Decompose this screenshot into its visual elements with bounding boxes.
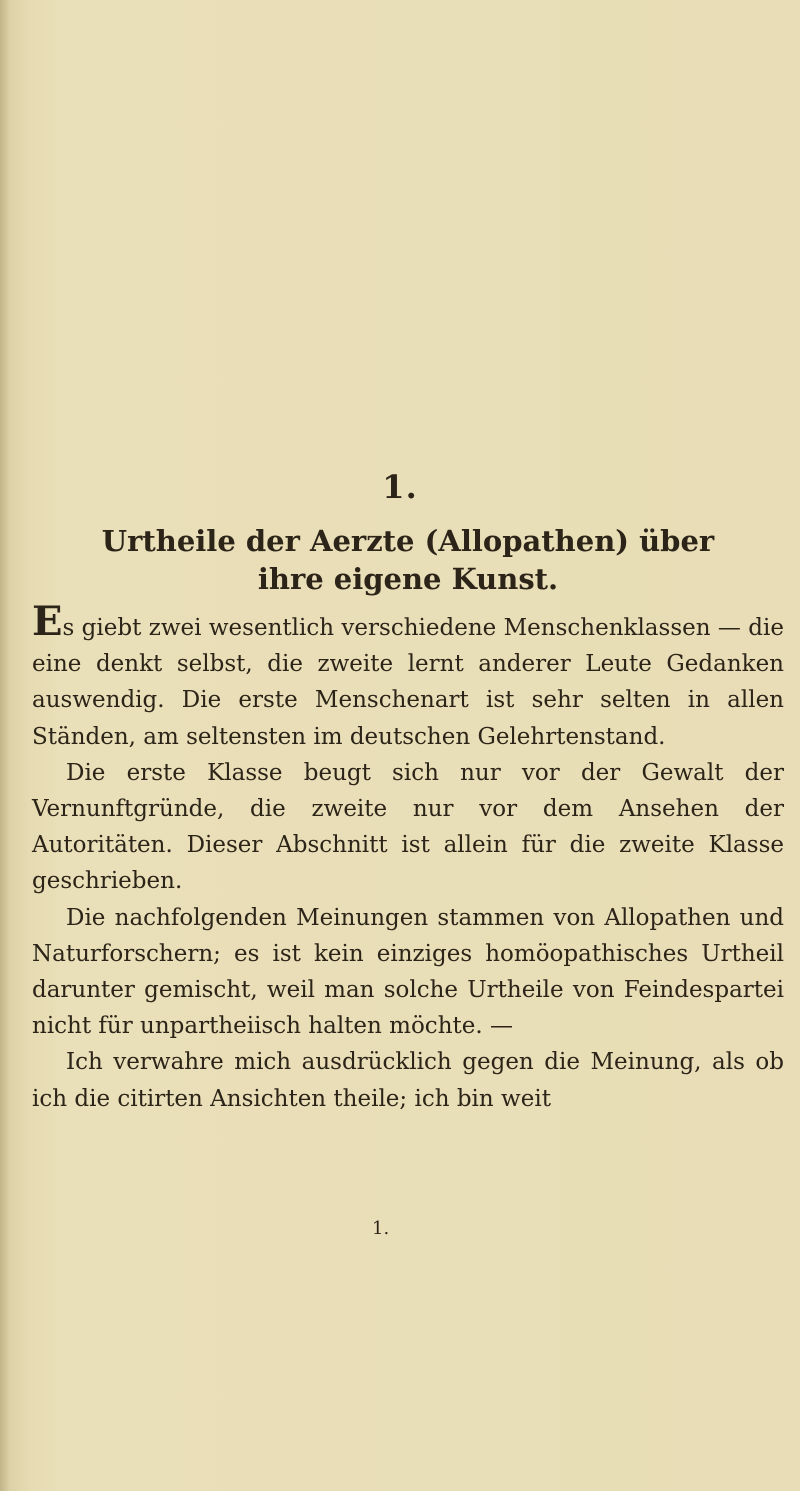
signature-mark: 1.: [372, 1218, 390, 1239]
drop-cap: E: [32, 598, 63, 645]
paragraph-1: [32, 598, 784, 755]
chapter-title: [38, 522, 778, 598]
paragraph-4: Ich verwahre mich ausdrücklich gegen die Meinung, als ob ich die citirten Ansichten theile; ich bin weit: [32, 1049, 784, 1112]
paragraph-1-text: s giebt zwei wesentlich verschiedene Menschenklassen — die eine denkt selbst, die zweite lernt anderer Leute Gedanken auswendig. Die erste Menschenart ist sehr selten in allen Ständen, am seltensten im deutschen Gelehrtenstand.: [32, 615, 784, 750]
chapter-number: 1.: [382, 468, 418, 506]
body-text: [32, 598, 784, 1117]
chapter-title-line-1: Urtheile der Aerzte (Allopathen) über: [101, 524, 715, 558]
chapter-title-line-2: ihre eigene Kunst.: [257, 562, 559, 596]
page-spine-shadow: [0, 0, 10, 1491]
paragraph-2: Die erste Klasse beugt sich nur vor der Gewalt der Vernunftgründe, die zweite nur vor dem Ansehen der Autoritäten. Dieser Abschnitt ist allein für die zweite Klasse geschrieben.: [32, 759, 784, 895]
paragraph-3: Die nachfolgenden Meinungen stammen von Allopathen und Naturforschern; es ist kein einziges homöopathisches Urtheil darunter gemischt, weil man solche Urtheile von Feindespartei nicht für unpartheiisch halten möchte. —: [32, 904, 784, 1040]
